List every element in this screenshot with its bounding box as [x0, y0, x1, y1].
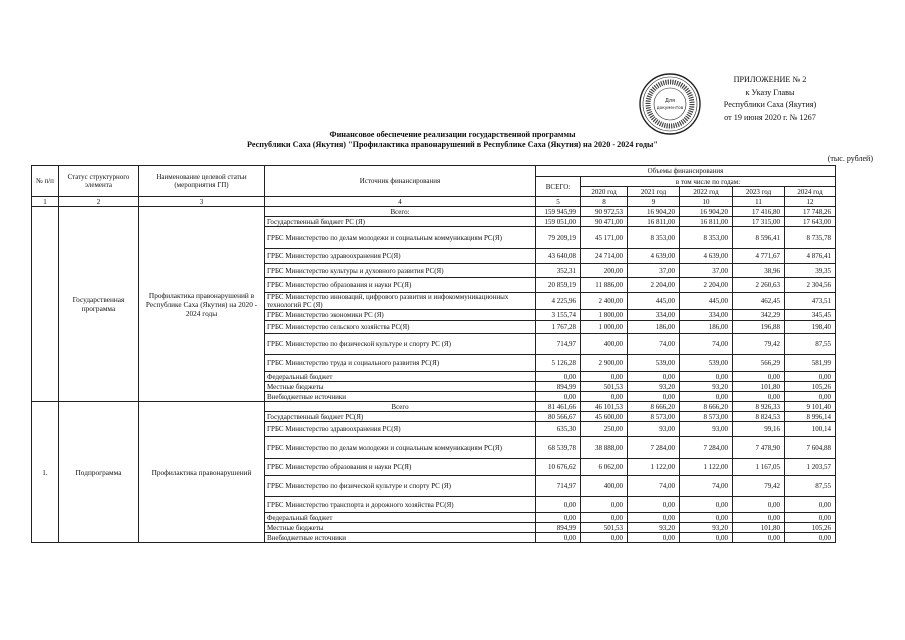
year-value-cell: 105,26: [785, 523, 836, 533]
year-value-cell: 46 101,53: [581, 402, 628, 412]
year-value-cell: 93,20: [628, 523, 680, 533]
total-value-cell: 0,00: [536, 513, 581, 523]
year-value-cell: 0,00: [785, 533, 836, 543]
group-name: Профилактика правонарушений: [139, 402, 265, 543]
year-value-cell: 8 573,00: [680, 412, 733, 422]
year-value-cell: 7 284,00: [680, 437, 733, 459]
year-value-cell: 101,80: [733, 523, 785, 533]
total-value-cell: 20 859,19: [536, 278, 581, 293]
year-value-cell: 8 666,20: [628, 402, 680, 412]
year-value-cell: 334,00: [628, 310, 680, 321]
header-year: 2022 год: [680, 187, 733, 197]
source-cell: ГРБС Министерство здравоохранения РС(Я): [265, 249, 536, 264]
year-value-cell: 400,00: [581, 334, 628, 355]
source-cell: ГРБС Министерство транспорта и дорожного хозяйства РС(Я): [265, 497, 536, 513]
year-value-cell: 345,45: [785, 310, 836, 321]
year-value-cell: 45 171,00: [581, 227, 628, 249]
year-value-cell: 87,55: [785, 334, 836, 355]
year-value-cell: 196,88: [733, 321, 785, 334]
year-value-cell: 74,00: [628, 476, 680, 497]
total-value-cell: 81 461,66: [536, 402, 581, 412]
source-cell: ГРБС Министерство по делам молодежи и социальным коммуникациям РС(Я): [265, 437, 536, 459]
year-value-cell: 17 748,26: [785, 207, 836, 217]
year-value-cell: 200,00: [581, 264, 628, 278]
year-value-cell: 79,42: [733, 476, 785, 497]
source-cell: Всего: [265, 402, 536, 412]
year-value-cell: 24 714,00: [581, 249, 628, 264]
source-cell: Государственный бюджет РС (Я): [265, 217, 536, 227]
year-value-cell: 8 824,53: [733, 412, 785, 422]
column-number: 8: [581, 197, 628, 207]
year-value-cell: 45 600,00: [581, 412, 628, 422]
official-seal: [638, 72, 702, 136]
year-value-cell: 539,00: [680, 355, 733, 372]
year-value-cell: 93,20: [680, 523, 733, 533]
column-number: 3: [139, 197, 265, 207]
source-cell: Федеральный бюджет: [265, 372, 536, 382]
year-value-cell: 250,00: [581, 422, 628, 437]
header-volumes: Объемы финансирования: [536, 166, 836, 177]
header-year: 2024 год: [785, 187, 836, 197]
source-cell: ГРБС Министерство по физической культуре и спорту РС (Я): [265, 334, 536, 355]
year-value-cell: 8 353,00: [628, 227, 680, 249]
year-value-cell: 0,00: [785, 372, 836, 382]
year-value-cell: 0,00: [785, 513, 836, 523]
group-num: 1.: [32, 402, 59, 543]
year-value-cell: 501,53: [581, 382, 628, 392]
source-cell: ГРБС Министерство сельского хозяйства РС(Я): [265, 321, 536, 334]
year-value-cell: 6 062,00: [581, 459, 628, 476]
year-value-cell: 2 204,00: [680, 278, 733, 293]
header-status: Статус структурного элемента: [59, 166, 139, 197]
appendix-line: от 19 июня 2020 г. № 1267: [724, 112, 816, 122]
column-number: 4: [265, 197, 536, 207]
year-value-cell: 4 639,00: [628, 249, 680, 264]
total-value-cell: 714,97: [536, 476, 581, 497]
year-value-cell: 1 122,00: [680, 459, 733, 476]
appendix-line: Республики Саха (Якутия): [723, 100, 817, 110]
year-value-cell: 0,00: [733, 392, 785, 402]
source-cell: Всего:: [265, 207, 536, 217]
year-value-cell: 17 416,80: [733, 207, 785, 217]
year-value-cell: 17 315,00: [733, 217, 785, 227]
year-value-cell: 74,00: [680, 476, 733, 497]
year-value-cell: 0,00: [680, 372, 733, 382]
source-cell: Внебюджетные источники: [265, 392, 536, 402]
total-value-cell: 79 209,19: [536, 227, 581, 249]
source-cell: ГРБС Министерство по делам молодежи и социальным коммуникациям РС(Я): [265, 227, 536, 249]
year-value-cell: 186,00: [680, 321, 733, 334]
appendix-line: ПРИЛОЖЕНИЕ № 2: [733, 75, 807, 84]
total-value-cell: 894,99: [536, 523, 581, 533]
year-value-cell: 39,35: [785, 264, 836, 278]
column-number: 11: [733, 197, 785, 207]
year-value-cell: 0,00: [628, 533, 680, 543]
year-value-cell: 7 604,88: [785, 437, 836, 459]
year-value-cell: 400,00: [581, 476, 628, 497]
source-cell: ГРБС Министерство образования и науки РС(Я): [265, 459, 536, 476]
year-value-cell: 93,20: [680, 382, 733, 392]
group-num: [32, 207, 59, 402]
column-number: 12: [785, 197, 836, 207]
column-number: 2: [59, 197, 139, 207]
year-value-cell: 0,00: [733, 513, 785, 523]
group-status: Подпрограмма: [59, 402, 139, 543]
year-value-cell: 445,00: [628, 293, 680, 310]
header-year: 2020 год: [581, 187, 628, 197]
year-value-cell: 0,00: [733, 497, 785, 513]
year-value-cell: 8 596,41: [733, 227, 785, 249]
year-value-cell: 8 926,33: [733, 402, 785, 412]
year-value-cell: 0,00: [680, 533, 733, 543]
total-value-cell: 3 155,74: [536, 310, 581, 321]
source-cell: ГРБС Министерство культуры и духовного развития РС(Я): [265, 264, 536, 278]
year-value-cell: 2 900,00: [581, 355, 628, 372]
year-value-cell: 0,00: [680, 392, 733, 402]
year-value-cell: 16 904,20: [680, 207, 733, 217]
group-status: Государственная программа: [59, 207, 139, 402]
svg-text:документов: документов: [656, 105, 684, 110]
year-value-cell: 1 167,05: [733, 459, 785, 476]
year-value-cell: 0,00: [628, 392, 680, 402]
total-value-cell: 352,31: [536, 264, 581, 278]
year-value-cell: 0,00: [628, 513, 680, 523]
total-value-cell: 43 640,08: [536, 249, 581, 264]
year-value-cell: 0,00: [581, 392, 628, 402]
column-number: 9: [628, 197, 680, 207]
year-value-cell: 0,00: [581, 513, 628, 523]
source-cell: ГРБС Министерство здравоохранения РС(Я): [265, 422, 536, 437]
year-value-cell: 16 811,00: [628, 217, 680, 227]
year-value-cell: 7 284,00: [628, 437, 680, 459]
year-value-cell: 0,00: [733, 372, 785, 382]
source-cell: ГРБС Министерство образования и науки РС(Я): [265, 278, 536, 293]
year-value-cell: 4 639,00: [680, 249, 733, 264]
year-value-cell: 93,20: [628, 382, 680, 392]
group-name: Профилактика правонарушений в Республике Саха (Якутия) на 2020 - 2024 годы: [139, 207, 265, 402]
year-value-cell: 101,80: [733, 382, 785, 392]
year-value-cell: 0,00: [581, 497, 628, 513]
year-value-cell: 9 101,40: [785, 402, 836, 412]
document-title-line1: Финансовое обеспечение реализации государственной программы: [329, 130, 576, 139]
column-number: 1: [32, 197, 59, 207]
header-source: Источник финансирования: [265, 166, 536, 197]
source-cell: Местные бюджеты: [265, 382, 536, 392]
header-including: в том числе по годам:: [581, 177, 836, 187]
year-value-cell: 0,00: [785, 497, 836, 513]
source-cell: Внебюджетные источники: [265, 533, 536, 543]
year-value-cell: 334,00: [680, 310, 733, 321]
year-value-cell: 99,16: [733, 422, 785, 437]
year-value-cell: 11 886,00: [581, 278, 628, 293]
year-value-cell: 8 353,00: [680, 227, 733, 249]
year-value-cell: 8 573,00: [628, 412, 680, 422]
year-value-cell: 0,00: [785, 392, 836, 402]
year-value-cell: 90 471,00: [581, 217, 628, 227]
total-value-cell: 80 566,67: [536, 412, 581, 422]
total-value-cell: 0,00: [536, 392, 581, 402]
table-row: [32, 402, 836, 412]
appendix-block: [700, 74, 840, 124]
document-title-line2: Республики Саха (Якутия) "Профилактика правонарушений в Республике Саха (Якутия) на 2020 - 2024 годы": [247, 140, 658, 149]
year-value-cell: 0,00: [680, 513, 733, 523]
year-value-cell: 8 666,20: [680, 402, 733, 412]
total-value-cell: 0,00: [536, 372, 581, 382]
year-value-cell: 4 876,41: [785, 249, 836, 264]
year-value-cell: 17 643,00: [785, 217, 836, 227]
year-value-cell: 8 996,14: [785, 412, 836, 422]
year-value-cell: 105,26: [785, 382, 836, 392]
year-value-cell: 0,00: [628, 372, 680, 382]
source-cell: Государственный бюджет РС(Я): [265, 412, 536, 422]
total-value-cell: 894,99: [536, 382, 581, 392]
total-value-cell: 10 676,62: [536, 459, 581, 476]
column-number: 5: [536, 197, 581, 207]
year-value-cell: 74,00: [680, 334, 733, 355]
year-value-cell: 0,00: [581, 533, 628, 543]
year-value-cell: 90 972,53: [581, 207, 628, 217]
header-year: 2021 год: [628, 187, 680, 197]
year-value-cell: 8 735,78: [785, 227, 836, 249]
source-cell: Местные бюджеты: [265, 523, 536, 533]
source-cell: Федеральный бюджет: [265, 513, 536, 523]
year-value-cell: 473,51: [785, 293, 836, 310]
year-value-cell: 37,00: [628, 264, 680, 278]
year-value-cell: 186,00: [628, 321, 680, 334]
year-value-cell: 462,45: [733, 293, 785, 310]
source-cell: ГРБС Министерство экономики РС (Я): [265, 310, 536, 321]
year-value-cell: 38,96: [733, 264, 785, 278]
total-value-cell: 159 051,00: [536, 217, 581, 227]
total-value-cell: 4 225,96: [536, 293, 581, 310]
year-value-cell: 7 478,90: [733, 437, 785, 459]
year-value-cell: 1 000,00: [581, 321, 628, 334]
header-year: 2023 год: [733, 187, 785, 197]
year-value-cell: 2 260,63: [733, 278, 785, 293]
total-value-cell: 635,30: [536, 422, 581, 437]
year-value-cell: 2 400,00: [581, 293, 628, 310]
year-value-cell: 1 800,00: [581, 310, 628, 321]
total-value-cell: 68 539,78: [536, 437, 581, 459]
year-value-cell: 445,00: [680, 293, 733, 310]
units-label: (тыс. рублей): [827, 154, 873, 163]
header-name: Наименование целевой статьи (мероприятия ГП): [139, 166, 265, 197]
year-value-cell: 37,00: [680, 264, 733, 278]
column-number: 10: [680, 197, 733, 207]
year-value-cell: 100,14: [785, 422, 836, 437]
total-value-cell: 0,00: [536, 533, 581, 543]
year-value-cell: 0,00: [680, 497, 733, 513]
total-value-cell: 1 767,28: [536, 321, 581, 334]
year-value-cell: 0,00: [581, 372, 628, 382]
year-value-cell: 79,42: [733, 334, 785, 355]
source-cell: ГРБС Министерство по физической культуре и спорту РС (Я): [265, 476, 536, 497]
header-total: ВСЕГО:: [536, 177, 581, 197]
year-value-cell: 38 888,00: [581, 437, 628, 459]
total-value-cell: 714,97: [536, 334, 581, 355]
year-value-cell: 342,29: [733, 310, 785, 321]
appendix-line: к Указу Главы: [745, 87, 795, 97]
year-value-cell: 198,40: [785, 321, 836, 334]
year-value-cell: 581,99: [785, 355, 836, 372]
header-num: № п/п: [32, 166, 59, 197]
source-cell: ГРБС Министерство инноваций, цифрового развития и инфокоммуникационных технологий РС (Я): [265, 293, 536, 310]
year-value-cell: 4 771,67: [733, 249, 785, 264]
year-value-cell: 93,00: [628, 422, 680, 437]
year-value-cell: 566,29: [733, 355, 785, 372]
year-value-cell: 16 904,20: [628, 207, 680, 217]
year-value-cell: 2 304,56: [785, 278, 836, 293]
svg-text:Для: Для: [664, 98, 676, 104]
year-value-cell: 501,53: [581, 523, 628, 533]
year-value-cell: 87,55: [785, 476, 836, 497]
year-value-cell: 93,00: [680, 422, 733, 437]
total-value-cell: 5 126,28: [536, 355, 581, 372]
year-value-cell: 1 122,00: [628, 459, 680, 476]
year-value-cell: 74,00: [628, 334, 680, 355]
year-value-cell: 2 204,00: [628, 278, 680, 293]
year-value-cell: 0,00: [628, 497, 680, 513]
source-cell: ГРБС Министерство труда и социального развития РС(Я): [265, 355, 536, 372]
year-value-cell: 1 203,57: [785, 459, 836, 476]
financing-table: [31, 165, 836, 543]
total-value-cell: 159 945,99: [536, 207, 581, 217]
year-value-cell: 539,00: [628, 355, 680, 372]
year-value-cell: 16 811,00: [680, 217, 733, 227]
year-value-cell: 0,00: [733, 533, 785, 543]
total-value-cell: 0,00: [536, 497, 581, 513]
table-row: [32, 207, 836, 217]
